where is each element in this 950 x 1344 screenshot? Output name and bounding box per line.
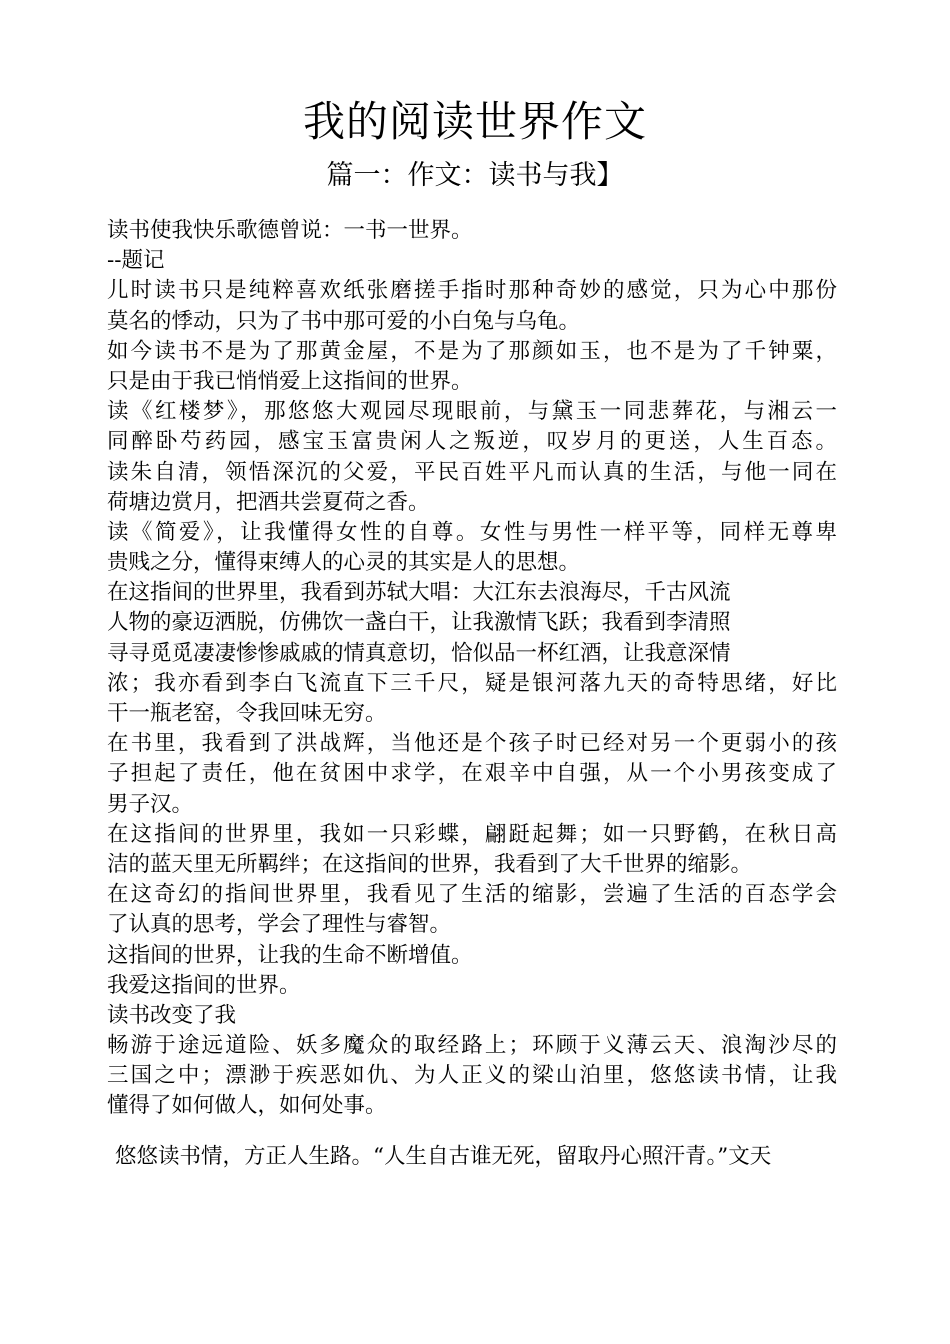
text-line: 男子汉。 xyxy=(107,791,194,817)
text-line: 莫名的悸动，只为了书中那可爱的小白兔与乌龟。 xyxy=(107,308,581,334)
text-line: 读朱自清，领悟深沉的父爱，平民百姓平凡而认真的生活，与他一同在 xyxy=(107,459,837,485)
text-line: 三国之中；漂渺于疾恶如仇、为人正义的梁山泊里，悠悠读书情，让我 xyxy=(107,1063,837,1089)
text-line: 贵贱之分，懂得束缚人的心灵的其实是人的思想。 xyxy=(107,550,581,576)
text-line: 懂得了如何做人，如何处事。 xyxy=(107,1093,387,1119)
text-line: 只是由于我已悄悄爱上这指间的世界。 xyxy=(107,368,473,394)
text-line: 儿时读书只是纯粹喜欢纸张磨搓手指时那种奇妙的感觉，只为心中那份 xyxy=(107,278,837,304)
document-title: 我的阅读世界作文 xyxy=(302,97,647,146)
text-line: --题记 xyxy=(107,248,165,274)
text-line: 读《简爱》，让我懂得女性的自尊。女性与男性一样平等，同样无尊卑 xyxy=(107,519,837,545)
text-line: 人物的豪迈洒脱，仿佛饮一盏白干，让我激情飞跃；我看到李清照 xyxy=(107,610,731,636)
document-body xyxy=(107,216,837,1172)
text-line: 寻寻觅觅凄凄惨惨戚戚的情真意切，恰似品一杯红酒，让我意深情 xyxy=(107,640,731,666)
text-line: 读《红楼梦》，那悠悠大观园尽现眼前，与黛玉一同悲葬花，与湘云一 xyxy=(107,399,837,425)
text-line: 这指间的世界，让我的生命不断增值。 xyxy=(107,942,473,968)
text-line: 读书改变了我 xyxy=(107,1002,237,1028)
text-line: 干一瓶老窑，令我回味无穷。 xyxy=(107,701,387,726)
text-line: 读书使我快乐歌德曾说：一书一世界。 xyxy=(107,218,473,243)
text-line: 悠悠读书情，方正人生路。“人生自古谁无死，留取丹心照汗青。”文天 xyxy=(115,1143,772,1169)
document-subtitle: 篇一：作文：读书与我】 xyxy=(326,160,624,191)
text-line: 了认真的思考，学会了理性与睿智。 xyxy=(107,912,452,938)
text-line: 在这指间的世界里，我如一只彩蝶，翩跹起舞；如一只野鹤，在秋日高 xyxy=(107,821,837,847)
text-line: 在这指间的世界里，我看到苏轼大唱：大江东去浪海尽，千古风流 xyxy=(107,580,731,606)
text-line: 畅游于途远道险、妖多魔众的取经路上；环顾于义薄云天、浪淘沙尽的 xyxy=(107,1033,837,1059)
text-line: 如今读书不是为了那黄金屋，不是为了那颜如玉，也不是为了千钟粟， xyxy=(107,338,837,364)
text-line: 在书里，我看到了洪战辉，当他还是个孩子时已经对另一个更弱小的孩 xyxy=(107,731,837,757)
text-line: 浓；我亦看到李白飞流直下三千尺，疑是银河落九天的奇特思绪，好比 xyxy=(107,670,837,696)
text-line: 子担起了责任，他在贫困中求学，在艰辛中自强，从一个小男孩变成了 xyxy=(107,761,837,787)
text-line: 同醉卧芍药园，感宝玉富贵闲人之叛逆，叹岁月的更送，人生百态。 xyxy=(107,429,837,455)
text-line: 在这奇幻的指间世界里，我看见了生活的缩影，尝遍了生活的百态学会 xyxy=(107,882,837,908)
text-line: 洁的蓝天里无所羁绊；在这指间的世界，我看到了大千世界的缩影。 xyxy=(107,851,753,877)
text-line: 荷塘边赏月，把酒共尝夏荷之香。 xyxy=(107,489,430,515)
text-line: 我爱这指间的世界。 xyxy=(107,972,301,998)
